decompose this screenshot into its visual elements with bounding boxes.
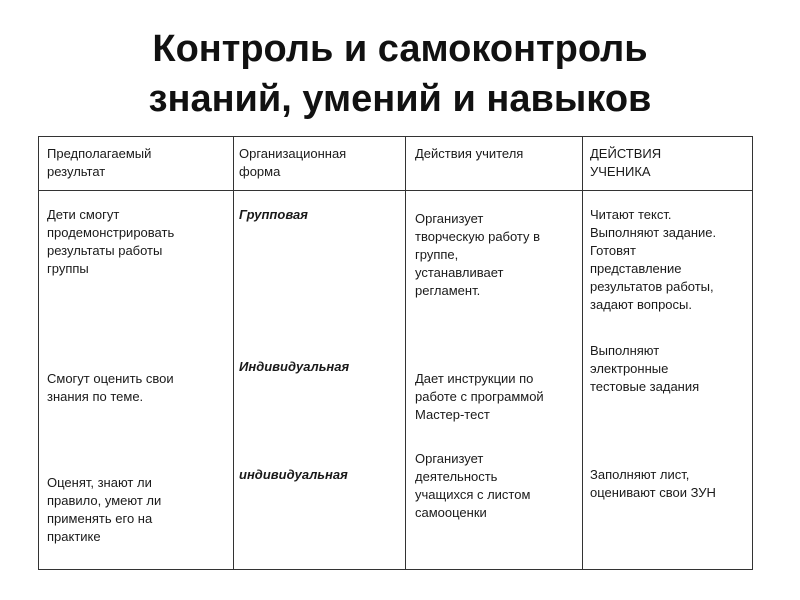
cell-text-line: электронные <box>590 361 669 376</box>
row3-form: индивидуальная <box>239 467 348 482</box>
row3-teacher <box>415 450 530 522</box>
cell-text-line: правило, умеют ли <box>47 493 162 508</box>
column-divider <box>233 136 234 570</box>
cell-text-line: результаты работы <box>47 243 163 258</box>
cell-text-line: ДЕЙСТВИЯ <box>590 146 662 161</box>
cell-text-line: самооценки <box>415 505 487 520</box>
cell-text-line: практике <box>47 529 101 544</box>
cell-text-line: регламент. <box>415 283 481 298</box>
cell-text-line: Действия учителя <box>415 146 524 161</box>
cell-text-line: деятельность <box>415 469 498 484</box>
cell-text-line: Организует <box>415 451 484 466</box>
cell-text-line: творческую работу в <box>415 229 541 244</box>
column-divider <box>405 136 406 570</box>
row3-result <box>47 474 161 546</box>
cell-text-line: представление <box>590 261 682 276</box>
header-student <box>590 145 661 181</box>
header-form <box>239 145 346 181</box>
cell-text-line: учащихся с листом <box>415 487 531 502</box>
header-divider <box>38 190 753 191</box>
cell-text-line: группе, <box>415 247 459 262</box>
row3-student <box>590 466 716 502</box>
row2-student <box>590 342 699 396</box>
row1-student <box>590 206 716 314</box>
cell-text-line: Дети смогут <box>47 207 120 222</box>
cell-text-line: результатов работы, <box>590 279 714 294</box>
cell-text-line: Выполняют задание. <box>590 225 717 240</box>
cell-text-line: применять его на <box>47 511 153 526</box>
cell-text-line: Готовят <box>590 243 636 258</box>
cell-text-line: знания по теме. <box>47 389 144 404</box>
cell-text-line: Оценят, знают ли <box>47 475 152 490</box>
page-title <box>0 24 800 124</box>
cell-text-line: продемонстрировать <box>47 225 175 240</box>
row2-form: Индивидуальная <box>239 359 350 374</box>
cell-text-line: работе с программой <box>415 389 544 404</box>
cell-text-line: группы <box>47 261 89 276</box>
cell-text-line: Смогут оценить свои <box>47 371 174 386</box>
cell-text-line: Выполняют <box>590 343 660 358</box>
row2-teacher <box>415 370 544 424</box>
title-line-1: Контроль и самоконтроль <box>152 28 648 70</box>
cell-text-line: оценивают свои ЗУН <box>590 485 716 500</box>
cell-text-line: задают вопросы. <box>590 297 692 312</box>
cell-text-line: тестовые задания <box>590 379 700 394</box>
cell-text-line: результат <box>47 164 106 179</box>
cell-text-line: Организует <box>415 211 484 226</box>
column-divider <box>582 136 583 570</box>
cell-text-line: Дает инструкции по <box>415 371 534 386</box>
header-teacher <box>415 145 523 163</box>
cell-text-line: Мастер-тест <box>415 407 490 422</box>
cell-text-line: Организационная <box>239 146 347 161</box>
title-line-2: знаний, умений и навыков <box>148 78 652 120</box>
cell-text-line: Предполагаемый <box>47 146 152 161</box>
header-result <box>47 145 151 181</box>
cell-text-line: устанавливает <box>415 265 504 280</box>
row1-form: Групповая <box>239 207 308 222</box>
row2-result <box>47 370 174 406</box>
row1-result <box>47 206 174 278</box>
cell-text-line: УЧЕНИКА <box>590 164 651 179</box>
row1-teacher <box>415 210 540 300</box>
cell-text-line: Читают текст. <box>590 207 672 222</box>
cell-text-line: форма <box>239 164 281 179</box>
cell-text-line: Заполняют лист, <box>590 467 690 482</box>
